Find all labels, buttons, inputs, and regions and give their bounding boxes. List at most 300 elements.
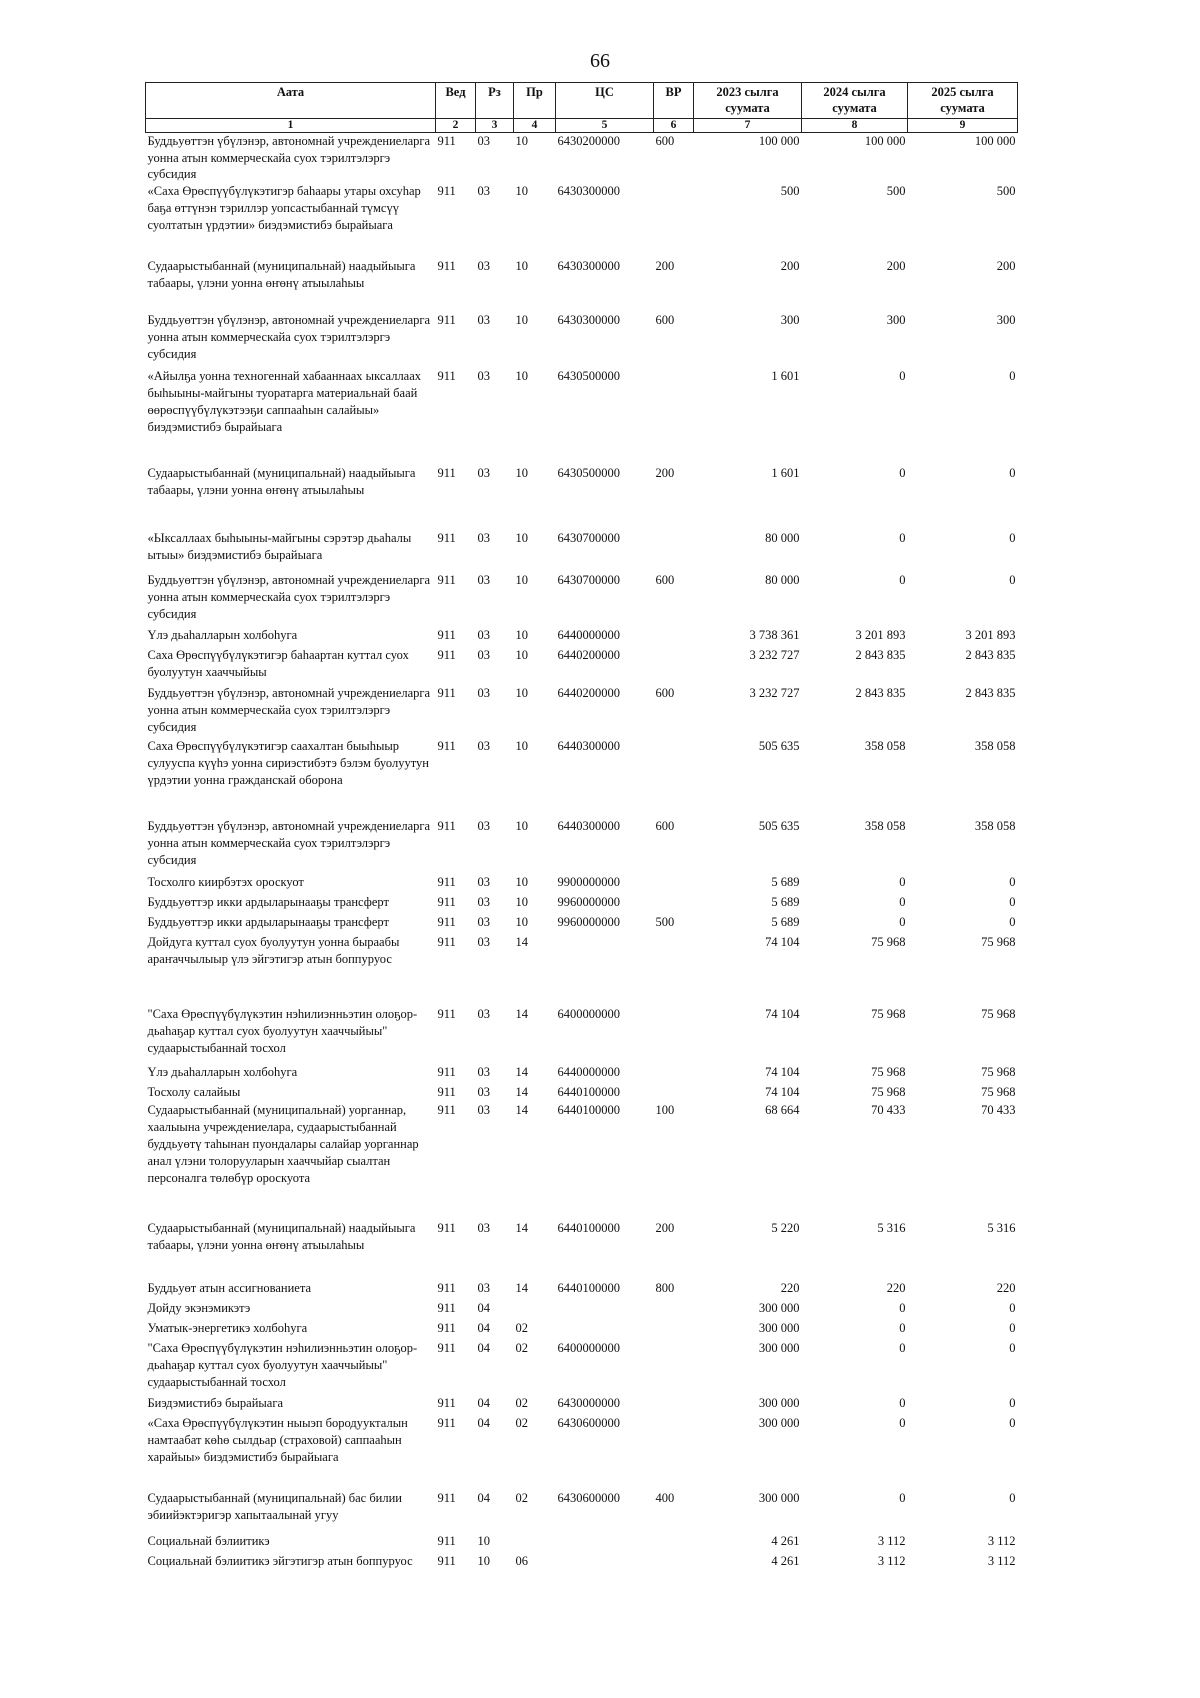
row-rz: 03: [477, 1281, 490, 1296]
col-header-ved: Вед: [436, 83, 476, 119]
row-2023: 505 635: [758, 739, 800, 754]
row-rz: 03: [477, 466, 490, 481]
row-pr: 10: [515, 313, 528, 328]
row-2023: 3 232 727: [749, 648, 800, 663]
row-vr: [654, 1415, 694, 1490]
row-2024: 0: [899, 1341, 906, 1356]
row-pr: 14: [515, 1103, 528, 1118]
row-ved: 911: [437, 739, 456, 754]
row-vr: [654, 1533, 694, 1553]
row-pr: 10: [515, 739, 528, 754]
row-2024: 100 000: [864, 133, 906, 148]
row-2023: 4 261: [771, 1534, 800, 1549]
row-2024: 3 201 893: [855, 628, 906, 643]
row-ved: 911: [437, 915, 456, 930]
row-ved: 911: [437, 1534, 456, 1549]
row-ved: 911: [437, 259, 456, 274]
column-index: 5: [556, 118, 654, 132]
column-index: 1: [146, 118, 436, 132]
row-2023: 1 601: [771, 369, 800, 384]
row-rz: 03: [477, 1103, 490, 1118]
row-2024: 0: [899, 369, 906, 384]
row-ved: 911: [437, 1301, 456, 1316]
row-cs: 6440100000: [557, 1085, 620, 1100]
row-2023: 80 000: [765, 573, 800, 588]
row-2023: 300 000: [758, 1491, 800, 1506]
row-cs: 6440100000: [557, 1103, 620, 1118]
col-header-vr: ВР: [654, 83, 694, 119]
budget-table: [145, 82, 1018, 1573]
row-cs: 6440200000: [557, 648, 620, 663]
column-index: 4: [514, 118, 556, 132]
row-rz: 03: [477, 531, 490, 546]
row-2024: 0: [899, 531, 906, 546]
row-vr: [654, 738, 694, 818]
page-number: 66: [590, 50, 610, 72]
row-ved: 911: [437, 686, 456, 701]
table-row: [146, 1395, 1018, 1415]
table-row: [146, 183, 1018, 258]
row-rz: 04: [477, 1491, 490, 1506]
row-vr: [654, 934, 694, 1006]
row-pr: 10: [515, 628, 528, 643]
row-pr: 10: [515, 133, 528, 148]
row-cs: 9960000000: [557, 915, 620, 930]
row-name: Дойду экэнэмикэтэ: [147, 1301, 251, 1316]
row-2023: 80 000: [765, 531, 800, 546]
row-2023: 220: [780, 1281, 800, 1296]
row-cs: [556, 1300, 654, 1320]
row-rz: 04: [477, 1301, 490, 1316]
row-ved: 911: [437, 648, 456, 663]
row-2023: 300: [780, 313, 800, 328]
row-vr: 200: [655, 259, 675, 274]
row-ved: 911: [437, 819, 456, 834]
row-name: Буддьуөттэн үбүлэнэр, автономнай учреждениеларга уонна атын коммерческайа суох тэрилтэлэргэ субсидия: [147, 133, 431, 182]
row-pr: 02: [515, 1396, 528, 1411]
row-name: Социальнай бэлиитикэ: [147, 1534, 270, 1549]
row-pr: 02: [515, 1341, 528, 1356]
row-cs: 9900000000: [557, 875, 620, 890]
row-pr: 10: [515, 259, 528, 274]
row-2025: 0: [1009, 369, 1016, 384]
table-row: [146, 1320, 1018, 1340]
row-name: Тосхолу салайыы: [147, 1085, 241, 1100]
row-rz: 03: [477, 875, 490, 890]
row-2024: 0: [899, 915, 906, 930]
table-row: [146, 874, 1018, 894]
table-row: [146, 934, 1018, 1006]
table-row: [146, 1553, 1018, 1573]
row-name: Үлэ дьаһалларын холбоһуга: [147, 628, 298, 643]
row-cs: 6430700000: [557, 531, 620, 546]
row-rz: 03: [477, 686, 490, 701]
row-name: Уматык-энергетикэ холбоһуга: [147, 1321, 308, 1336]
row-name: Буддьуөттэр икки ардыларынааҕы трансферт: [147, 915, 389, 930]
row-vr: 600: [655, 819, 675, 834]
row-vr: 100: [655, 1103, 675, 1118]
row-pr: 02: [515, 1416, 528, 1431]
row-cs: 6440100000: [557, 1281, 620, 1296]
row-rz: 03: [477, 1085, 490, 1100]
table-row: [146, 1220, 1018, 1280]
column-index: 3: [476, 118, 514, 132]
row-ved: 911: [437, 1007, 456, 1022]
row-name: Саха Өрөспүүбүлүкэтигэр баһаартан куттал суох буолуутун хааччыйыы: [147, 648, 409, 680]
row-2023: 68 664: [765, 1103, 800, 1118]
row-name: Судаарыстыбаннай (муниципальнай) наадыйыыга табаары, үлэни уонна өҥөнү атыылаһыы: [147, 259, 416, 291]
row-cs: 6430000000: [557, 1396, 620, 1411]
row-cs: 6430200000: [557, 133, 620, 148]
row-cs: 6400000000: [557, 1341, 620, 1356]
row-cs: 6430300000: [557, 259, 620, 274]
row-vr: [654, 1300, 694, 1320]
table-row: [146, 1415, 1018, 1490]
row-2025: 0: [1009, 1416, 1016, 1431]
row-rz: 10: [477, 1554, 490, 1569]
col-header-cs: ЦС: [556, 83, 654, 119]
row-name: Дойдуга куттал суох буолуутун уонна быраабы араҥаччылыыр үлэ эйгэтигэр атын боппуруос: [147, 935, 400, 967]
table-row: [146, 1006, 1018, 1064]
table-row: [146, 685, 1018, 738]
table-row: [146, 738, 1018, 818]
row-pr: 10: [515, 819, 528, 834]
table-row: [146, 894, 1018, 914]
row-rz: 03: [477, 184, 490, 199]
row-2024: 2 843 835: [855, 686, 906, 701]
row-rz: 03: [477, 628, 490, 643]
table-row: [146, 627, 1018, 647]
header-row: [146, 83, 1018, 119]
row-vr: [654, 1553, 694, 1573]
col-header-name: Аата: [146, 83, 436, 119]
row-2025: 3 201 893: [965, 628, 1016, 643]
col-header-rz: Рз: [476, 83, 514, 119]
row-vr: 600: [655, 573, 675, 588]
row-2024: 0: [899, 1416, 906, 1431]
row-2023: 300 000: [758, 1301, 800, 1316]
row-ved: 911: [437, 1065, 456, 1080]
row-2024: 220: [886, 1281, 906, 1296]
row-pr: 14: [515, 1281, 528, 1296]
row-name: «Айылҕа уонна техногеннай хабааннаах ыксаллаах быһыыны-майгыны туоратарга материальнай баай өөрөспүүбүлүкэтээҕи саппааһын салайыы» биэдэмистибэ бырайыага: [147, 369, 422, 434]
row-name: "Саха Өрөспүүбүлүкэтин нэһилиэнньэтин олоҕор-дьаһаҕар куттал суох буолуутун хааччыйыы" судаарыстыбаннай тосхол: [147, 1007, 418, 1056]
row-2025: 75 968: [981, 1085, 1016, 1100]
row-2024: 200: [886, 259, 906, 274]
row-cs: 6430300000: [557, 313, 620, 328]
row-vr: [654, 1064, 694, 1084]
row-cs: 6400000000: [557, 1007, 620, 1022]
row-pr: 10: [515, 895, 528, 910]
row-pr: 14: [515, 1221, 528, 1236]
row-cs: 6440200000: [557, 686, 620, 701]
row-2025: 0: [1009, 1491, 1016, 1506]
row-rz: 03: [477, 133, 490, 148]
row-2023: 5 220: [771, 1221, 800, 1236]
row-2025: 358 058: [974, 739, 1016, 754]
row-2025: 70 433: [981, 1103, 1016, 1118]
row-rz: 10: [477, 1534, 490, 1549]
row-rz: 04: [477, 1416, 490, 1431]
row-2025: 0: [1009, 1341, 1016, 1356]
row-2024: 0: [899, 1321, 906, 1336]
row-2025: 0: [1009, 875, 1016, 890]
row-name: Буддьуөттэр икки ардыларынааҕы трансферт: [147, 895, 389, 910]
row-name: Буддьуөт атын ассигнованиета: [147, 1281, 312, 1296]
table-row: [146, 914, 1018, 934]
row-vr: 800: [655, 1281, 675, 1296]
row-rz: 04: [477, 1321, 490, 1336]
row-ved: 911: [437, 1396, 456, 1411]
row-ved: 911: [437, 1554, 456, 1569]
row-name: Судаарыстыбаннай (муниципальнай) наадыйыыга табаары, үлэни уонна өҥөнү атыылаһыы: [147, 1221, 416, 1253]
table-row: [146, 465, 1018, 530]
row-ved: 911: [437, 1416, 456, 1431]
row-2025: 200: [996, 259, 1016, 274]
row-vr: [654, 1320, 694, 1340]
row-2025: 220: [996, 1281, 1016, 1296]
row-2023: 74 104: [765, 1065, 800, 1080]
row-name: «Саха Өрөспүүбүлүкэтигэр баһаары утары охсуһар баҕа өттүнэн тэриллэр уопсастыбаннай түмсүү суолтатын үрдэтии» биэдэмистибэ бырайыага: [147, 184, 421, 233]
row-2023: 5 689: [771, 915, 800, 930]
row-ved: 911: [437, 184, 456, 199]
row-rz: 03: [477, 259, 490, 274]
row-pr: 10: [515, 369, 528, 384]
row-2025: 75 968: [981, 1065, 1016, 1080]
table-row: [146, 368, 1018, 465]
table-row: [146, 312, 1018, 368]
row-2023: 505 635: [758, 819, 800, 834]
row-2025: 0: [1009, 1396, 1016, 1411]
row-vr: 600: [655, 133, 675, 148]
row-2024: 75 968: [871, 1065, 906, 1080]
row-name: «Ыксаллаах быһыыны-майгыны сэрэтэр дьаһалы ытыы» биэдэмистибэ бырайыага: [147, 531, 412, 563]
row-2025: 0: [1009, 531, 1016, 546]
row-ved: 911: [437, 1281, 456, 1296]
row-pr: [514, 1533, 556, 1553]
row-2024: 0: [899, 895, 906, 910]
row-vr: [654, 1340, 694, 1395]
row-cs: [556, 1533, 654, 1553]
row-name: Саха Өрөспүүбүлүкэтигэр саахалтан быыһыыр сулууспа күүһэ уонна сириэстибэтэ бэлэм буолуутун үрдэтии уонна гражданскай оборона: [147, 739, 429, 788]
row-ved: 911: [437, 573, 456, 588]
row-vr: [654, 647, 694, 685]
column-index: 6: [654, 118, 694, 132]
row-2023: 74 104: [765, 1085, 800, 1100]
table-row: [146, 1300, 1018, 1320]
table-row: [146, 647, 1018, 685]
row-2023: 200: [780, 259, 800, 274]
row-cs: 6440300000: [557, 819, 620, 834]
row-pr: 14: [515, 1007, 528, 1022]
row-cs: 6440000000: [557, 1065, 620, 1080]
row-ved: 911: [437, 1085, 456, 1100]
row-2024: 2 843 835: [855, 648, 906, 663]
table-row: [146, 818, 1018, 874]
row-ved: 911: [437, 133, 456, 148]
row-rz: 03: [477, 1065, 490, 1080]
row-ved: 911: [437, 1321, 456, 1336]
table-row: [146, 132, 1018, 183]
row-rz: 03: [477, 739, 490, 754]
row-vr: [654, 183, 694, 258]
table-row: [146, 572, 1018, 627]
row-2025: 0: [1009, 573, 1016, 588]
row-vr: [654, 627, 694, 647]
row-cs: 6430500000: [557, 466, 620, 481]
row-ved: 911: [437, 466, 456, 481]
row-cs: [556, 934, 654, 1006]
row-2023: 3 738 361: [749, 628, 800, 643]
row-cs: 6440000000: [557, 628, 620, 643]
row-vr: [654, 1006, 694, 1064]
row-name: Буддьуөттэн үбүлэнэр, автономнай учреждениеларга уонна атын коммерческайа суох тэрилтэлэргэ субсидия: [147, 313, 431, 362]
row-rz: 04: [477, 1341, 490, 1356]
row-name: Буддьуөттэн үбүлэнэр, автономнай учреждениеларга уонна атын коммерческайа суох тэрилтэлэргэ субсидия: [147, 686, 431, 735]
row-ved: 911: [437, 628, 456, 643]
row-2023: 5 689: [771, 875, 800, 890]
row-2025: 75 968: [981, 1007, 1016, 1022]
row-2023: 100 000: [758, 133, 800, 148]
row-name: «Саха Өрөспүүбүлүкэтин ныыэп бородуукталын намтаабат көһө сылдьар (страховой) саппааһын харайыы» биэдэмистибэ бырайыага: [147, 1416, 408, 1465]
column-index: 8: [802, 118, 908, 132]
row-2025: 0: [1009, 1301, 1016, 1316]
row-ved: 911: [437, 313, 456, 328]
row-pr: 14: [515, 1065, 528, 1080]
row-name: Тосхолго киирбэтэх ороскуот: [147, 875, 304, 890]
row-2023: 5 689: [771, 895, 800, 910]
row-ved: 911: [437, 935, 456, 950]
row-rz: 03: [477, 313, 490, 328]
row-2024: 75 968: [871, 1007, 906, 1022]
row-pr: 10: [515, 466, 528, 481]
row-2025: 3 112: [987, 1534, 1016, 1549]
row-rz: 03: [477, 369, 490, 384]
row-2025: 100 000: [974, 133, 1016, 148]
row-name: Судаарыстыбаннай (муниципальнай) наадыйыыга табаары, үлэни уонна өҥөнү атыылаһыы: [147, 466, 416, 498]
table-row: [146, 1280, 1018, 1300]
row-2024: 0: [899, 1396, 906, 1411]
row-2023: 300 000: [758, 1396, 800, 1411]
row-cs: 6430600000: [557, 1416, 620, 1431]
row-vr: [654, 1084, 694, 1102]
row-pr: 14: [515, 935, 528, 950]
row-rz: 03: [477, 573, 490, 588]
row-ved: 911: [437, 531, 456, 546]
row-vr: 600: [655, 686, 675, 701]
row-pr: 10: [515, 686, 528, 701]
row-ved: 911: [437, 1491, 456, 1506]
row-2025: 2 843 835: [965, 648, 1016, 663]
row-pr: 10: [515, 875, 528, 890]
row-name: Социальнай бэлиитикэ эйгэтигэр атын боппуруос: [147, 1554, 413, 1569]
row-pr: 02: [515, 1321, 528, 1336]
table-row: [146, 1084, 1018, 1102]
row-name: Буддьуөттэн үбүлэнэр, автономнай учреждениеларга уонна атын коммерческайа суох тэрилтэлэргэ субсидия: [147, 573, 431, 622]
row-2025: 0: [1009, 466, 1016, 481]
table-row: [146, 1102, 1018, 1220]
row-vr: [654, 530, 694, 572]
row-ved: 911: [437, 895, 456, 910]
row-pr: 10: [515, 184, 528, 199]
row-name: Судаарыстыбаннай (муниципальнай) уорганнар, хаалыына учреждениелара, судаарыстыбаннай буддьуөтү таһынан пуондалары салайар уорганнар анал үлэни толорууларын хааччыйар сыалтан персоналга төлөбүр ороскуота: [147, 1103, 419, 1185]
row-2025: 0: [1009, 1321, 1016, 1336]
row-2024: 70 433: [871, 1103, 906, 1118]
col-header-2025: 2025 сылга суумата: [908, 83, 1018, 119]
row-ved: 911: [437, 1221, 456, 1236]
row-2024: 0: [899, 573, 906, 588]
row-2024: 358 058: [864, 819, 906, 834]
row-2024: 3 112: [877, 1554, 906, 1569]
row-2023: 74 104: [765, 1007, 800, 1022]
row-rz: 03: [477, 648, 490, 663]
row-pr: [514, 1300, 556, 1320]
row-rz: 03: [477, 1221, 490, 1236]
column-index: 2: [436, 118, 476, 132]
column-index: 9: [908, 118, 1018, 132]
column-index-row: [146, 118, 1018, 132]
row-2025: 300: [996, 313, 1016, 328]
row-2025: 358 058: [974, 819, 1016, 834]
row-pr: 14: [515, 1085, 528, 1100]
row-cs: [556, 1553, 654, 1573]
row-2024: 358 058: [864, 739, 906, 754]
row-2023: 300 000: [758, 1321, 800, 1336]
row-cs: 6440300000: [557, 739, 620, 754]
row-vr: [654, 894, 694, 914]
col-header-2023: 2023 сылга суумата: [694, 83, 802, 119]
row-2024: 0: [899, 466, 906, 481]
row-2023: 3 232 727: [749, 686, 800, 701]
row-vr: [654, 368, 694, 465]
row-cs: 6430600000: [557, 1491, 620, 1506]
row-ved: 911: [437, 875, 456, 890]
table-row: [146, 1340, 1018, 1395]
row-ved: 911: [437, 1103, 456, 1118]
row-2024: 5 316: [877, 1221, 906, 1236]
row-vr: 200: [655, 1221, 675, 1236]
column-index: 7: [694, 118, 802, 132]
table-row: [146, 1064, 1018, 1084]
row-2023: 4 261: [771, 1554, 800, 1569]
row-name: Судаарыстыбаннай (муниципальнай) бас билии эбиийэктэригэр хапытаалынай угуу: [147, 1491, 402, 1523]
row-rz: 03: [477, 1007, 490, 1022]
row-pr: 10: [515, 915, 528, 930]
row-2024: 500: [886, 184, 906, 199]
row-2025: 5 316: [987, 1221, 1016, 1236]
row-name: "Саха Өрөспүүбүлүкэтин нэһилиэнньэтин олоҕор-дьаһаҕар куттал суох буолуутун хааччыйыы" судаарыстыбаннай тосхол: [147, 1341, 418, 1390]
row-2023: 300 000: [758, 1416, 800, 1431]
row-cs: 6440100000: [557, 1221, 620, 1236]
row-name: Үлэ дьаһалларын холбоһуга: [147, 1065, 298, 1080]
row-2023: 74 104: [765, 935, 800, 950]
row-name: Буддьуөттэн үбүлэнэр, автономнай учреждениеларга уонна атын коммерческайа суох тэрилтэлэргэ субсидия: [147, 819, 431, 868]
row-cs: 6430300000: [557, 184, 620, 199]
row-cs: 6430700000: [557, 573, 620, 588]
row-ved: 911: [437, 369, 456, 384]
row-2025: 0: [1009, 895, 1016, 910]
row-vr: 200: [655, 466, 675, 481]
row-2025: 3 112: [987, 1554, 1016, 1569]
row-rz: 03: [477, 819, 490, 834]
row-rz: 03: [477, 915, 490, 930]
row-cs: [556, 1320, 654, 1340]
row-2024: 300: [886, 313, 906, 328]
table-row: [146, 1490, 1018, 1533]
table-row: [146, 258, 1018, 312]
row-2024: 0: [899, 1301, 906, 1316]
row-pr: 10: [515, 573, 528, 588]
